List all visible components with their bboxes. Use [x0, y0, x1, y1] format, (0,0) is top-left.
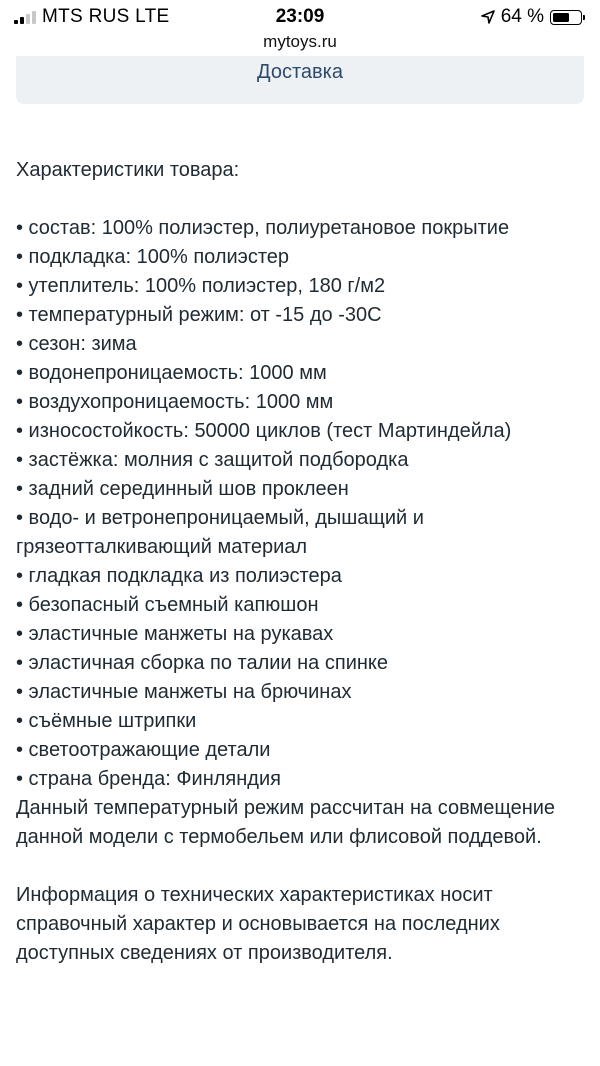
battery-icon	[550, 10, 582, 25]
delivery-tab-label: Доставка	[257, 61, 343, 83]
spec-item: • водо- и ветронепроницаемый, дышащий и грязеотталкивающий материал	[16, 507, 424, 558]
spec-item: • безопасный съемный капюшон	[16, 594, 319, 616]
spec-item: • съёмные штрипки	[16, 710, 197, 732]
spec-item: • воздухопроницаемость: 1000 мм	[16, 391, 334, 413]
status-bar	[0, 0, 600, 32]
specs-list	[16, 214, 586, 794]
spec-item: • застёжка: молния с защитой подбородка	[16, 449, 409, 471]
spec-item: • утеплитель: 100% полиэстер, 180 г/м2	[16, 275, 386, 297]
spec-item: • гладкая подкладка из полиэстера	[16, 565, 342, 587]
spec-item: • страна бренда: Финляндия	[16, 768, 281, 790]
spec-item: • светоотражающие детали	[16, 739, 271, 761]
address-bar-url[interactable]: mytoys.ru	[263, 32, 337, 51]
delivery-tab[interactable]	[16, 56, 584, 104]
location-arrow-icon	[481, 10, 495, 24]
spec-item: • износостойкость: 50000 циклов (тест Мартиндейла)	[16, 420, 512, 442]
spec-item: • задний серединный шов проклеен	[16, 478, 349, 500]
specs-heading: Характеристики товара:	[16, 159, 240, 181]
carrier-label: MTS RUS LTE	[42, 6, 170, 27]
battery-percent: 64 %	[500, 6, 544, 27]
spec-item: • температурный режим: от -15 до -30С	[16, 304, 382, 326]
spec-item: • сезон: зима	[16, 333, 137, 355]
spec-item: • водонепроницаемость: 1000 мм	[16, 362, 327, 384]
spec-item: • эластичные манжеты на брючинах	[16, 681, 352, 703]
spec-item: • подкладка: 100% полиэстер	[16, 246, 290, 268]
product-specs	[16, 156, 586, 968]
spec-item: • эластичные манжеты на рукавах	[16, 623, 334, 645]
clock: 23:09	[275, 6, 325, 27]
spec-item: • состав: 100% полиэстер, полиуретановое покрытие	[16, 217, 510, 239]
temperature-note: Данный температурный режим рассчитан на совмещение данной модели с термобельем или флисовой поддевой.	[16, 797, 556, 848]
disclaimer: Информация о технических характеристиках носит справочный характер и основывается на последних доступных сведениях от производителя.	[16, 884, 500, 964]
spec-item: • эластичная сборка по талии на спинке	[16, 652, 389, 674]
